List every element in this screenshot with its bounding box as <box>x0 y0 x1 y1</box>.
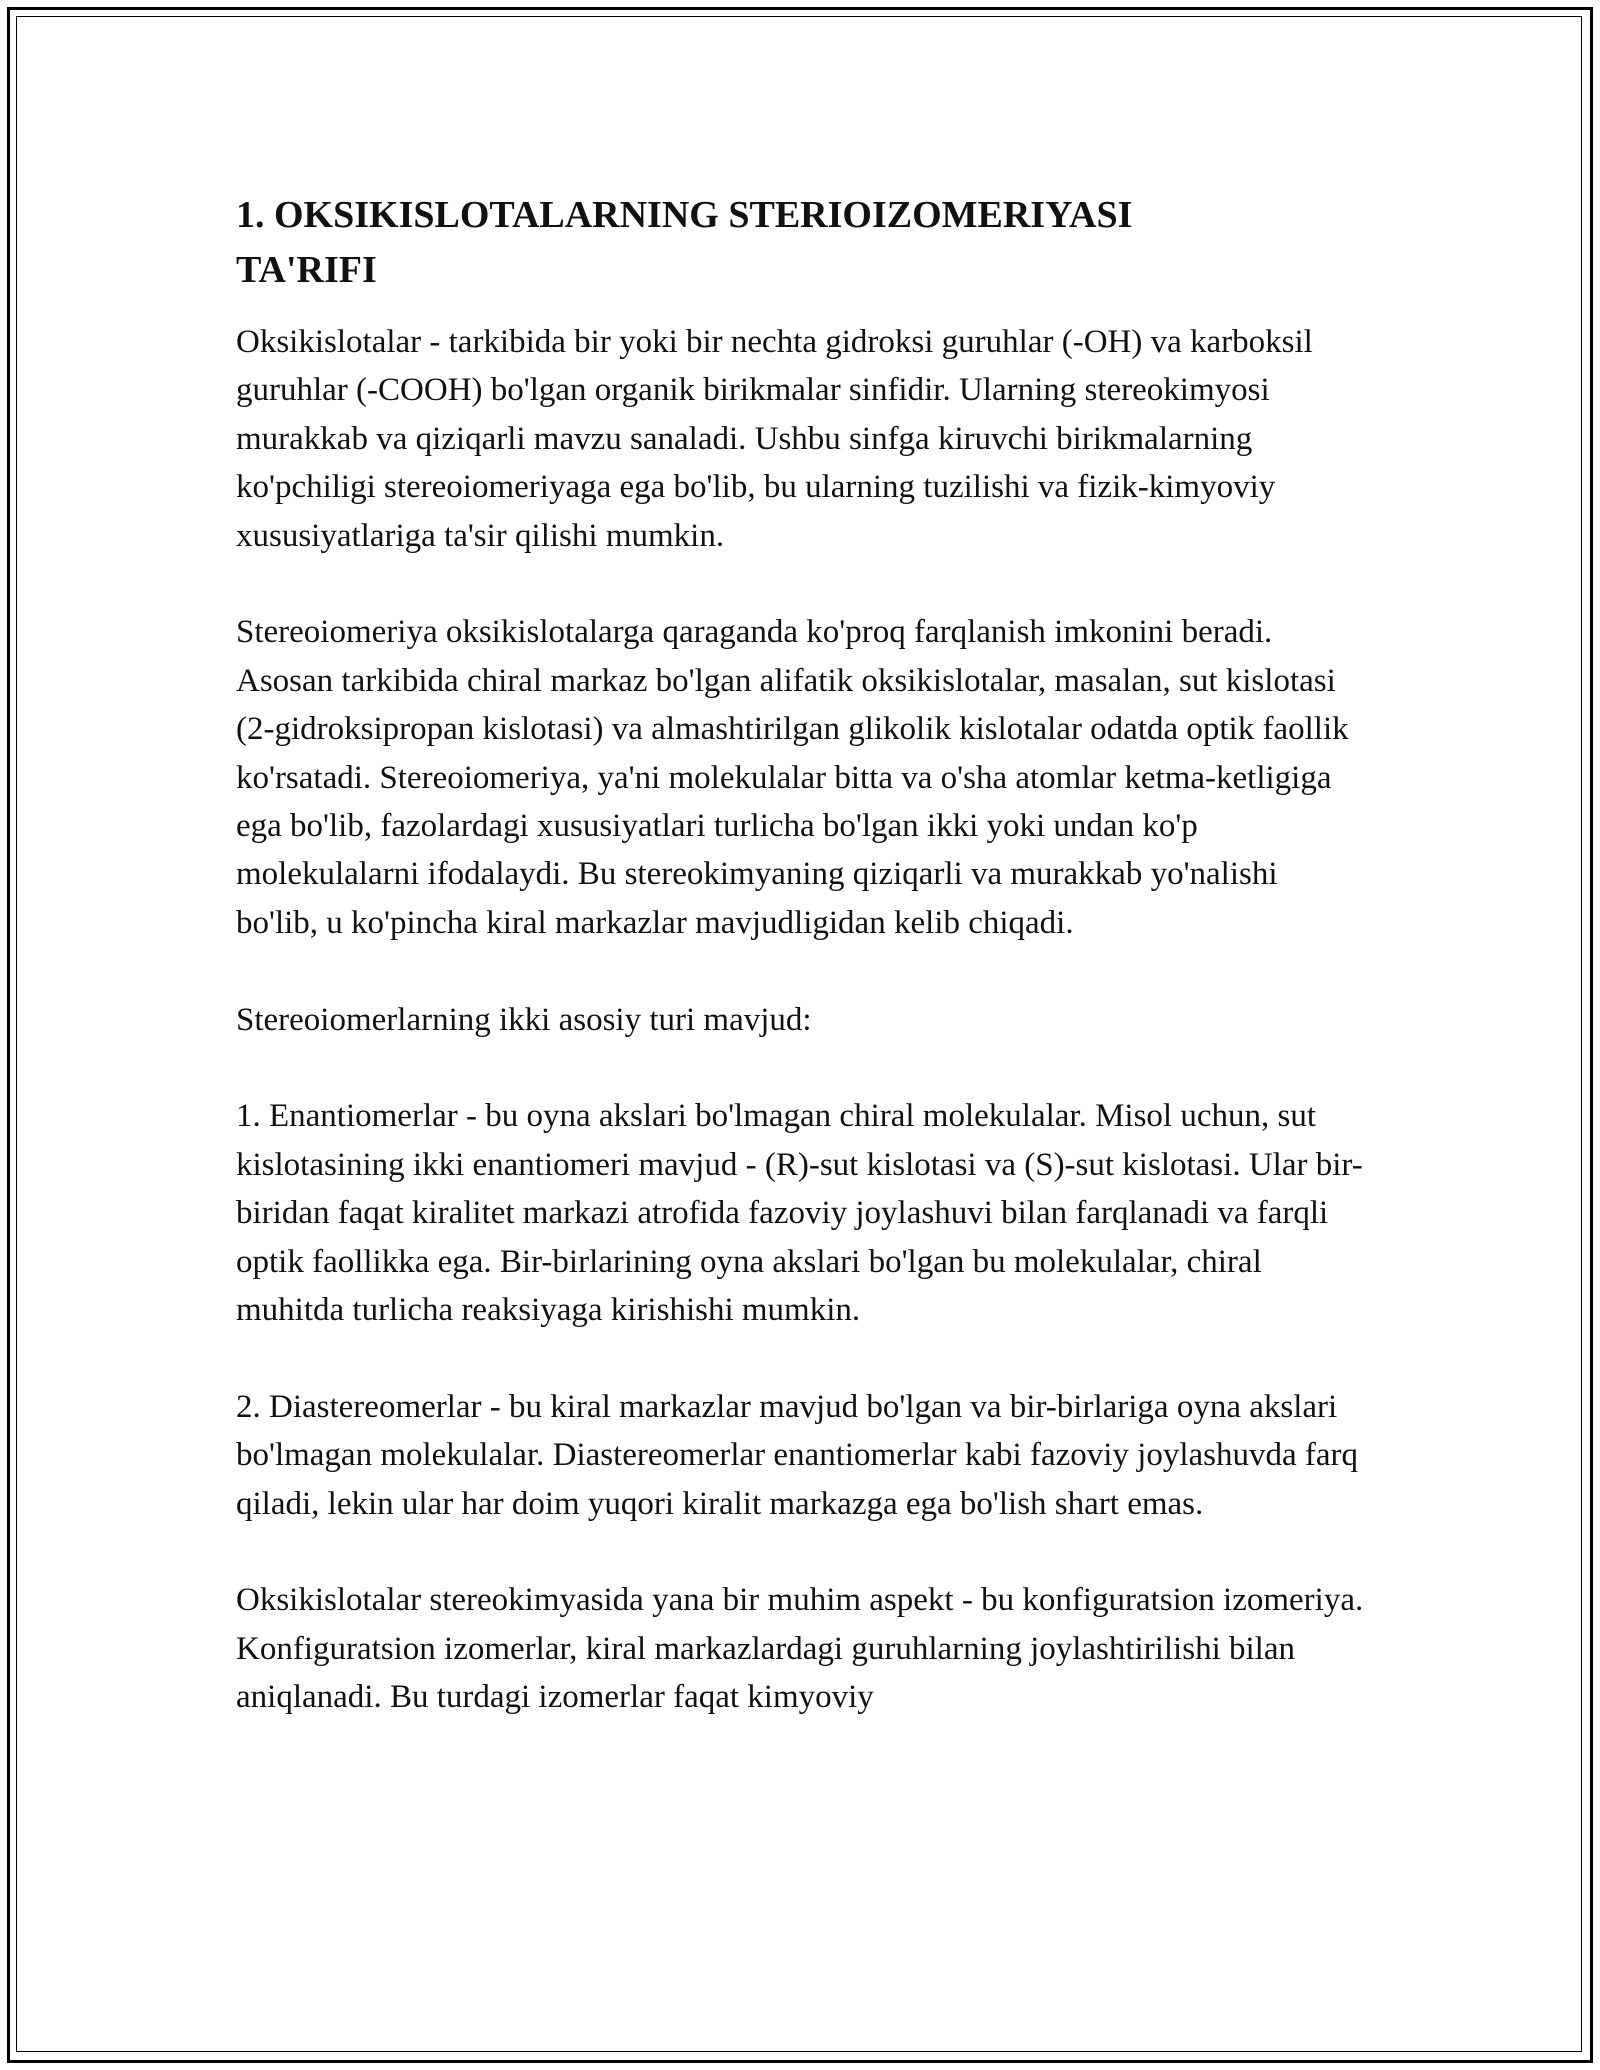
title-line-2: TA'RIFI <box>236 249 377 291</box>
document-body <box>236 188 1364 1770</box>
paragraph-types-heading: Stereoiomerlarning ikki asosiy turi mavjud: <box>236 1001 812 1038</box>
paragraph-intro: Oksikislotalar - tarkibida bir yoki bir nechta gidroksi guruhlar (-OH) va karboksil guruhlar (-COOH) bo'lgan organik birikmalar sinfidir. Ularning stereokimyosi murakkab va qiziqarli mavzu sanaladi. Ushbu sinfga kiruvchi birikmalarning ko'pchiligi stereoiomeriyaga ega bo'lib, bu ularning tuzilishi va fizik-kimyoviy xususiyatlariga ta'sir qilishi mumkin. <box>236 324 1313 554</box>
title-line-1: 1. OKSIKISLOTALARNING STERIOIZOMERIYASI <box>236 194 1133 236</box>
paragraph-enantiomers: 1. Enantiomerlar - bu oyna akslari bo'lmagan chiral molekulalar. Misol uchun, sut kislotasining ikki enantiomeri mavjud - (R)-sut kislotasi va (S)-sut kislotasi. Ular bir-biridan faqat kiralitet markazi atrofida fazoviy joylashuvi bilan farqlanadi va farqli optik faollikka ega. Bir-birlarining oyna akslari bo'lgan bu molekulalar, chiral muhitda turlicha reaksiyaga kirishishi mumkin. <box>236 1098 1363 1329</box>
paragraph-diastereomers: 2. Diastereomerlar - bu kiral markazlar mavjud bo'lgan va bir-birlariga oyna akslari bo'lmagan molekulalar. Diastereomerlar enantiomerlar kabi fazoviy joylashuvda farq qiladi, lekin ular har doim yuqori kiralit markazga ega bo'lish shart emas. <box>236 1388 1359 1522</box>
paragraph-configurational: Oksikislotalar stereokimyasida yana bir muhim aspekt - bu konfiguratsion izomeriya. Konfiguratsion izomerlar, kiral markazlardagi guruhlarning joylashtirilishi bilan aniqlanadi. Bu turdagi izomerlar faqat kimyoviy <box>236 1582 1364 1716</box>
document-title <box>236 188 1364 298</box>
paragraph-stereoisomerism: Stereoiomeriya oksikislotalarga qaraganda ko'proq farqlanish imkonini beradi. Asosan tarkibida chiral markaz bo'lgan alifatik oksikislotalar, masalan, sut kislotasi (2-gidroksipropan kislotasi) va almashtirilgan glikolik kislotalar odatda optik faollik ko'rsatadi. Stereoiomeriya, ya'ni molekulalar bitta va o'sha atomlar ketma-ketligiga ega bo'lib, fazolardagi xususiyatlari turlicha bo'lgan ikki yoki undan ko'p molekulalarni ifodalaydi. Bu stereokimyaning qiziqarli va murakkab yo'nalishi bo'lib, u ko'pincha kiral markazlar mavjudligidan kelib chiqadi. <box>236 614 1349 941</box>
